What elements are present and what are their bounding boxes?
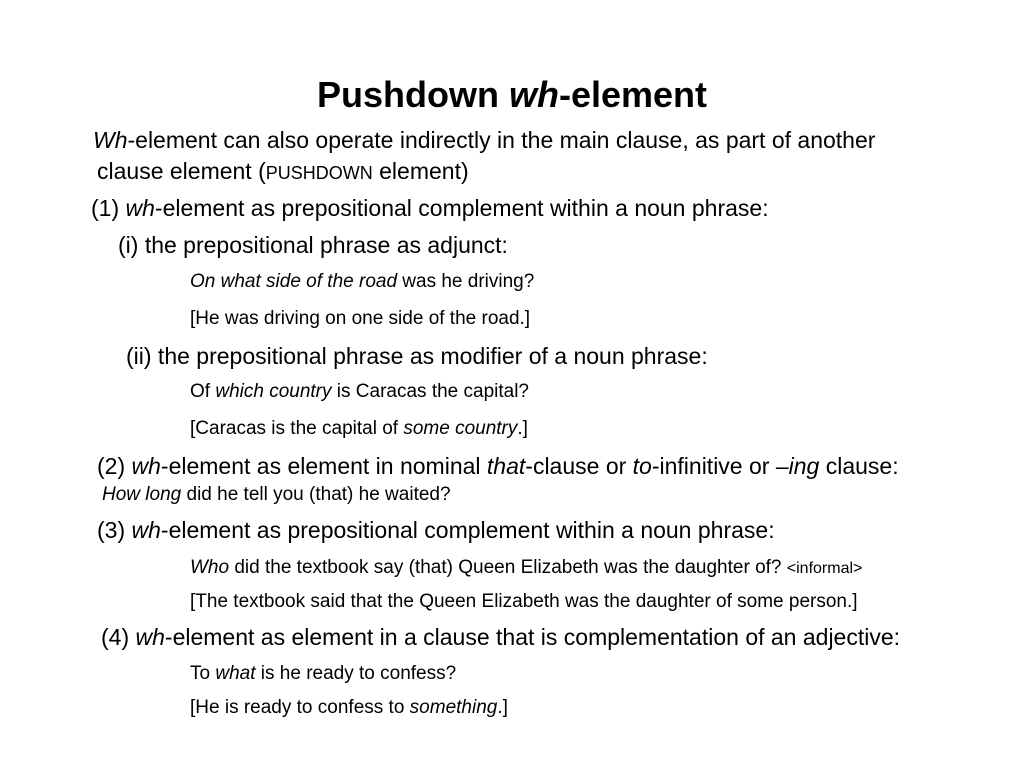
item-1-sub-1-heading: (i) the prepositional phrase as adjunct: xyxy=(118,232,508,258)
item-4-h-a: (4) xyxy=(101,624,136,650)
item-1-h-c: -element as prepositional complement within a noun phrase: xyxy=(154,195,769,221)
item-2-ex-b: did he tell you (that) he waited? xyxy=(181,484,451,505)
item-1-s2-ex-a: Of xyxy=(190,381,216,402)
item-3-ex-b: did the textbook say (that) Queen Elizabeth was the daughter of? xyxy=(229,557,787,578)
item-1-sub-1-paraphrase: [He was driving on one side of the road.] xyxy=(190,308,531,329)
item-4-example xyxy=(190,662,456,686)
item-1-heading xyxy=(91,194,769,222)
title-part-2: wh xyxy=(508,74,559,115)
item-1-sub-2-heading: (ii) the prepositional phrase as modifier of a noun phrase: xyxy=(126,343,708,369)
item-4-ex-a: To xyxy=(190,663,216,684)
item-2-h-g: -infinitive or – xyxy=(651,453,789,479)
item-4-h-c: -element as element in a clause that is complementation of an adjective: xyxy=(164,624,901,650)
item-2-h-h: ing xyxy=(788,453,820,479)
intro-2-b: PUSHDOWN xyxy=(265,163,373,183)
intro-2-a: clause element ( xyxy=(97,158,266,184)
slide-title xyxy=(0,72,1024,118)
item-4-ex-b: what xyxy=(215,663,256,684)
item-2-h-f: to xyxy=(632,453,652,479)
item-2-ex-a: How long xyxy=(102,484,182,505)
item-2-h-d: that xyxy=(486,453,526,479)
item-2-h-a: (2) xyxy=(97,453,132,479)
intro-2-c: element) xyxy=(372,158,469,184)
informal-tag: <informal> xyxy=(786,560,863,577)
item-3-ex-a: Who xyxy=(190,557,230,578)
item-1-sub-2-paraphrase xyxy=(190,417,528,441)
item-1-s1-ex-a: On what side of the road xyxy=(190,271,398,292)
title-part-3: -element xyxy=(558,74,708,115)
item-4-p-c: .] xyxy=(497,697,508,718)
item-2-example xyxy=(102,483,451,507)
item-1-s2-ex-b: which country xyxy=(215,381,332,402)
item-3-h-b: wh xyxy=(131,517,161,543)
intro-1-a: Wh xyxy=(93,127,128,153)
item-4-p-a: [He is ready to confess to xyxy=(190,697,410,718)
item-1-s2-p-c: .] xyxy=(517,418,528,439)
item-4-ex-c: is he ready to confess? xyxy=(255,663,457,684)
item-2-heading xyxy=(97,452,899,480)
intro-1-b: -element can also operate indirectly in the main clause, as part of another xyxy=(127,127,876,153)
item-3-h-c: -element as prepositional complement within a noun phrase: xyxy=(160,517,775,543)
item-4-paraphrase xyxy=(190,696,508,720)
intro-line-2 xyxy=(97,157,469,187)
item-3-paraphrase: [The textbook said that the Queen Elizabeth was the daughter of some person.] xyxy=(190,591,858,612)
item-1-s2-p-b: some country xyxy=(403,418,518,439)
item-2-h-c: -element as element in nominal xyxy=(160,453,487,479)
item-1-sub-2-example xyxy=(190,380,529,404)
item-4-p-b: something xyxy=(409,697,498,718)
item-4-heading xyxy=(101,623,900,651)
item-2-h-e: -clause or xyxy=(525,453,633,479)
title-part-1: Pushdown xyxy=(316,74,509,115)
item-3-heading xyxy=(97,516,775,544)
item-1-h-b: wh xyxy=(125,195,155,221)
item-4-h-b: wh xyxy=(135,624,165,650)
item-1-h-a: (1) xyxy=(91,195,126,221)
intro-line-1 xyxy=(93,126,875,154)
item-3-h-a: (3) xyxy=(97,517,132,543)
item-1-s2-ex-c: is Caracas the capital? xyxy=(331,381,530,402)
item-2-h-i: clause: xyxy=(819,453,899,479)
item-3-example xyxy=(190,556,862,581)
item-1-sub-1-example xyxy=(190,270,534,294)
item-2-h-b: wh xyxy=(131,453,161,479)
item-1-s2-p-a: [Caracas is the capital of xyxy=(190,418,404,439)
item-1-s1-ex-b: was he driving? xyxy=(397,271,535,292)
